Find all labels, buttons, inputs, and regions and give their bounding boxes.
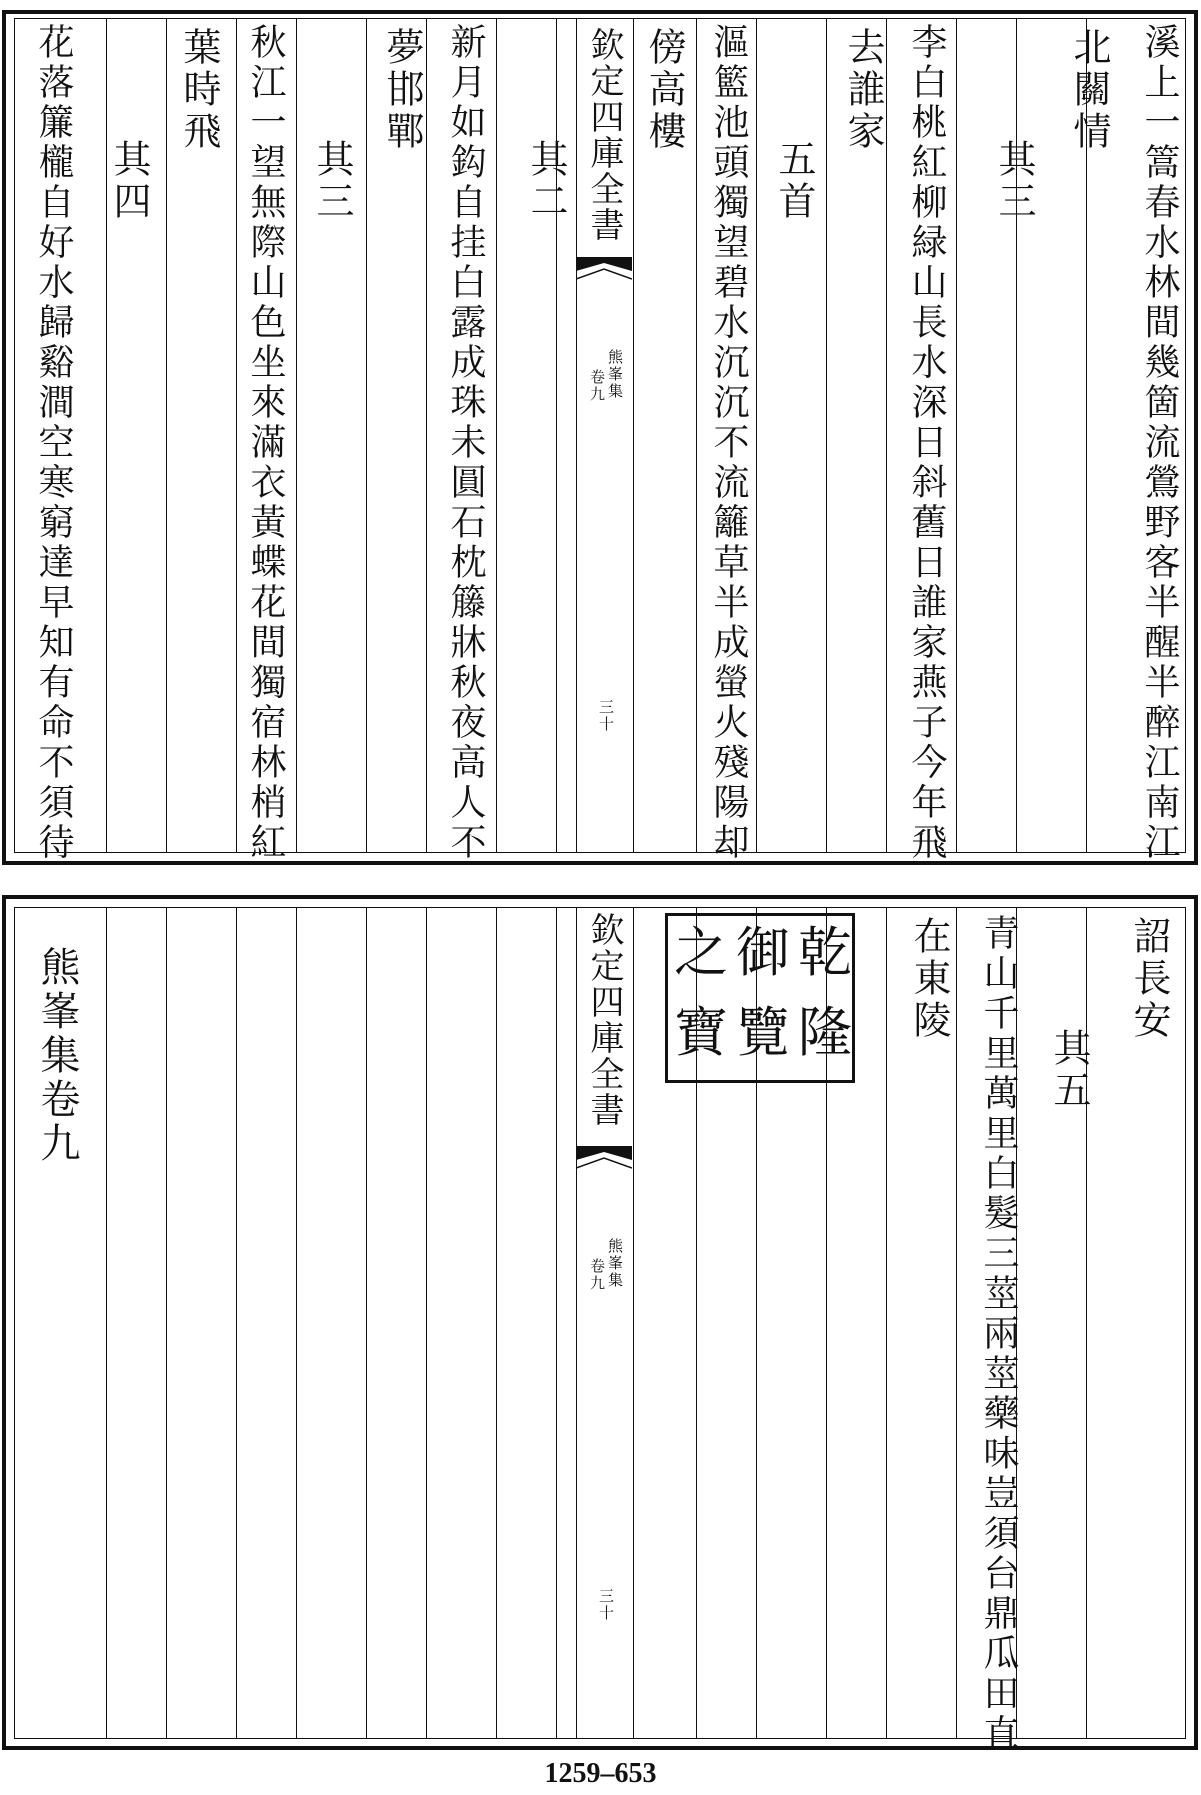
center-title: 欽定四庫全書 <box>584 27 624 243</box>
center-leaf-number: 三十 <box>597 699 615 733</box>
seal-char: 覽 <box>736 1001 790 1064</box>
text-column: 新月如鈎自挂白露成珠未圓石枕籐牀秋夜高人不 <box>445 23 486 863</box>
text-column: 詔長安 <box>1127 916 1171 1042</box>
bottom-page <box>0 895 1201 1755</box>
seal-char: 隆 <box>798 1001 852 1064</box>
fish-tail-ornament <box>576 1146 632 1196</box>
text-column: 漚籃池頭獨望碧水沉沉不流籬草半成螢火殘陽却 <box>708 23 749 863</box>
text-column: 其三 <box>310 139 354 223</box>
text-column: 青山千里萬里白髮三莖兩莖藥味豈須台鼎瓜田直 <box>978 914 1019 1754</box>
text-column: 其四 <box>107 139 151 223</box>
center-title: 欽定四庫全書 <box>584 912 624 1128</box>
center-book-name: 熊峯集 <box>606 1238 624 1289</box>
text-column: 秋江一望無際山色坐來滿衣黃蝶花間獨宿林梢紅 <box>245 23 286 863</box>
text-column: 其三 <box>992 139 1036 223</box>
text-column: 在東陵 <box>907 916 951 1042</box>
center-book-name: 熊峯集 <box>606 349 624 400</box>
text-column: 去誰家 <box>841 27 885 153</box>
text-column: 花落簾櫳自好水歸谿澗空寒窮達早知有命不須待 <box>33 23 74 863</box>
seal-char: 之 <box>674 921 728 984</box>
center-leaf-number: 三十 <box>597 1588 615 1622</box>
text-column: 溪上一篙春水林間幾箇流鶯野客半醒半醉江南江 <box>1139 23 1180 863</box>
text-column: 其五 <box>1047 1028 1091 1112</box>
imperial-seal <box>665 913 855 1083</box>
fish-tail-ornament <box>576 257 632 307</box>
top-page <box>0 0 1201 870</box>
page-number: 1259–653 <box>544 1758 657 1789</box>
text-column: 傍高樓 <box>642 27 686 153</box>
seal-char: 寶 <box>674 1001 728 1064</box>
text-column: 北關情 <box>1067 27 1111 153</box>
bottom-page-inner-frame <box>14 907 1186 1754</box>
text-column: 夢邯鄲 <box>380 27 424 153</box>
text-column: 五首 <box>772 139 816 223</box>
seal-char: 御 <box>736 921 790 984</box>
text-column: 熊峯集卷九 <box>34 946 80 1166</box>
center-volume: 卷九 <box>588 1258 606 1292</box>
seal-char: 乾 <box>798 921 852 984</box>
text-column: 其二 <box>524 139 568 223</box>
text-column: 李白桃紅柳緑山長水深日斜舊日誰家燕子今年飛 <box>906 23 947 863</box>
center-volume: 卷九 <box>588 369 606 403</box>
text-column: 葉時飛 <box>177 27 221 153</box>
top-page-inner-frame <box>14 18 1186 863</box>
